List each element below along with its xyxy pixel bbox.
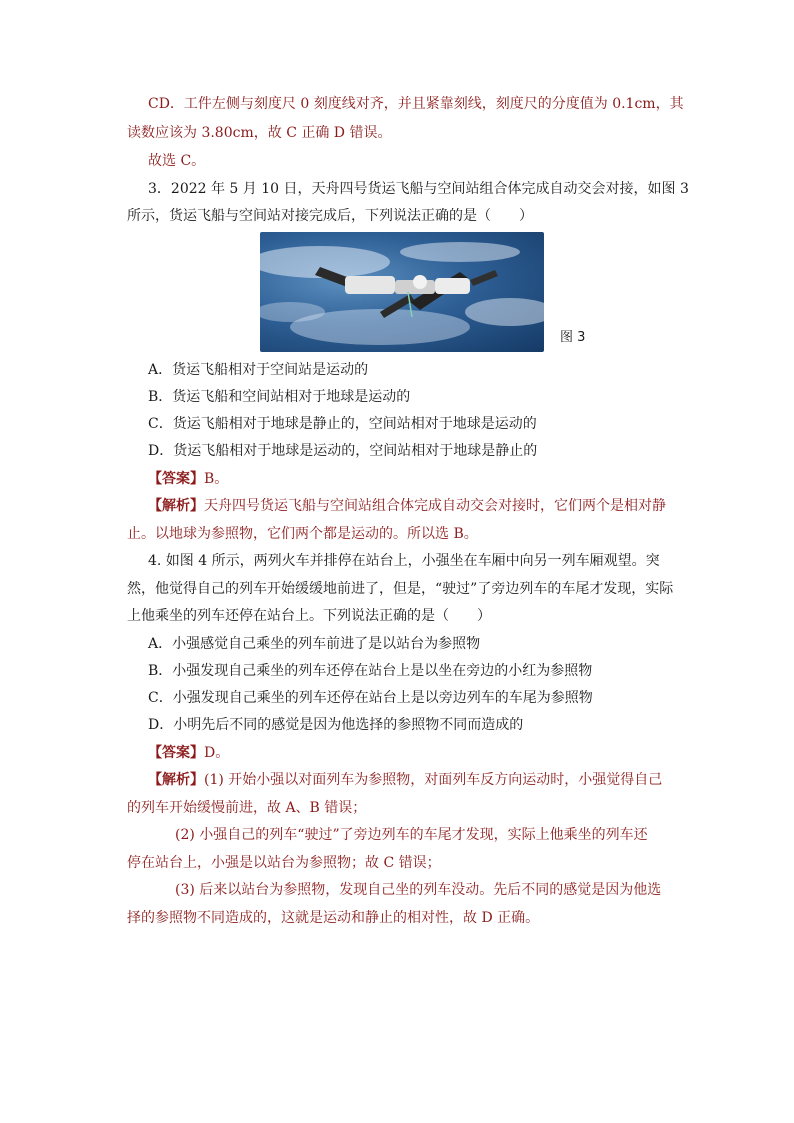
question-4-analysis-line-4: 停在站台上，小强是以站台为参照物；故 C 错误；: [127, 855, 441, 871]
answer-tag: 【答案】: [148, 471, 204, 487]
answer-tag: 【答案】: [148, 745, 204, 761]
question-4-analysis-line-6: 择的参照物不同造成的，这就是运动和静止的相对性，故 D 正确。: [127, 910, 540, 926]
question-4-stem-line-1: 4. 如图 4 所示，两列火车并排停在站台上，小强坐在车厢中向另一列车厢观望。突: [148, 553, 660, 569]
question-3-answer: [148, 466, 228, 492]
question-4-analysis-line-3: (2) 小强自己的列车“驶过”了旁边列车的车尾才发现，实际上他乘坐的列车还: [175, 827, 648, 843]
question-4-stem-line-3: 上他乘坐的列车还停在站台上。下列说法正确的是（ ）: [127, 608, 491, 624]
question-3-option-c: C．货运飞船相对于地球是静止的，空间站相对于地球是运动的: [148, 416, 537, 432]
question-3-stem-line-2: 所示，货运飞船与空间站对接完成后，下列说法正确的是（ ）: [127, 208, 533, 224]
choose-c-line: 故选 C。: [148, 153, 206, 169]
option-cd-explanation-line-2: 读数应该为 3.80cm，故 C 正确 D 错误。: [127, 125, 392, 141]
question-3-option-b: B．货运飞船和空间站相对于地球是运动的: [148, 389, 411, 405]
question-4-option-d: D．小明先后不同的感觉是因为他选择的参照物不同而造成的: [148, 717, 524, 733]
option-cd-explanation-line-1: CD．工件左侧与刻度尺 0 刻度线对齐，并且紧靠刻线，刻度尺的分度值为 0.1cm，其: [148, 96, 684, 112]
question-4-answer: [148, 740, 229, 766]
question-3-option-a: A．货运飞船相对于空间站是运动的: [148, 362, 369, 378]
question-4-stem-line-2: 然，他觉得自己的列车开始缓缓地前进了，但是，“驶过”了旁边列车的车尾才发现，实际: [127, 581, 674, 597]
analysis-text: 天舟四号货运飞船与空间站组合体完成自动交会对接时，它们两个是相对静: [204, 498, 666, 514]
analysis-text: (1) 开始小强以对面列车为参照物，对面列车反方向运动时，小强觉得自己: [204, 772, 663, 788]
space-station-docking-image: [260, 232, 544, 352]
question-3-analysis-line-2: 止。以地球为参照物，它们两个都是运动的。所以选 B。: [127, 526, 478, 542]
question-4-analysis-line-2: 的列车开始缓慢前进，故 A、B 错误；: [127, 800, 367, 816]
analysis-tag: 【解析】: [148, 498, 204, 514]
analysis-tag: 【解析】: [148, 772, 204, 788]
question-3-stem-line-1: 3．2022 年 5 月 10 日，天舟四号货运飞船与空间站组合体完成自动交会对接，如图 3: [148, 181, 689, 197]
question-4-option-c: C．小强发现自己乘坐的列车还停在站台上是以旁边列车的车尾为参照物: [148, 690, 593, 706]
question-4-option-a: A．小强感觉自己乘坐的列车前进了是以站台为参照物: [148, 636, 481, 652]
question-4-analysis-line-5: (3) 后来以站台为参照物，发现自己坐的列车没动。先后不同的感觉是因为他选: [175, 882, 662, 898]
question-4-option-b: B．小强发现自己乘坐的列车还停在站台上是以坐在旁边的小红为参照物: [148, 663, 593, 679]
answer-value: D。: [204, 745, 230, 761]
question-3-option-d: D．货运飞船相对于地球是运动的，空间站相对于地球是静止的: [148, 443, 538, 459]
answer-value: B。: [204, 471, 229, 487]
question-4-analysis-line-1: [148, 767, 662, 793]
figure-3-label: 图 3: [560, 330, 586, 345]
question-3-analysis-line-1: [148, 493, 666, 519]
